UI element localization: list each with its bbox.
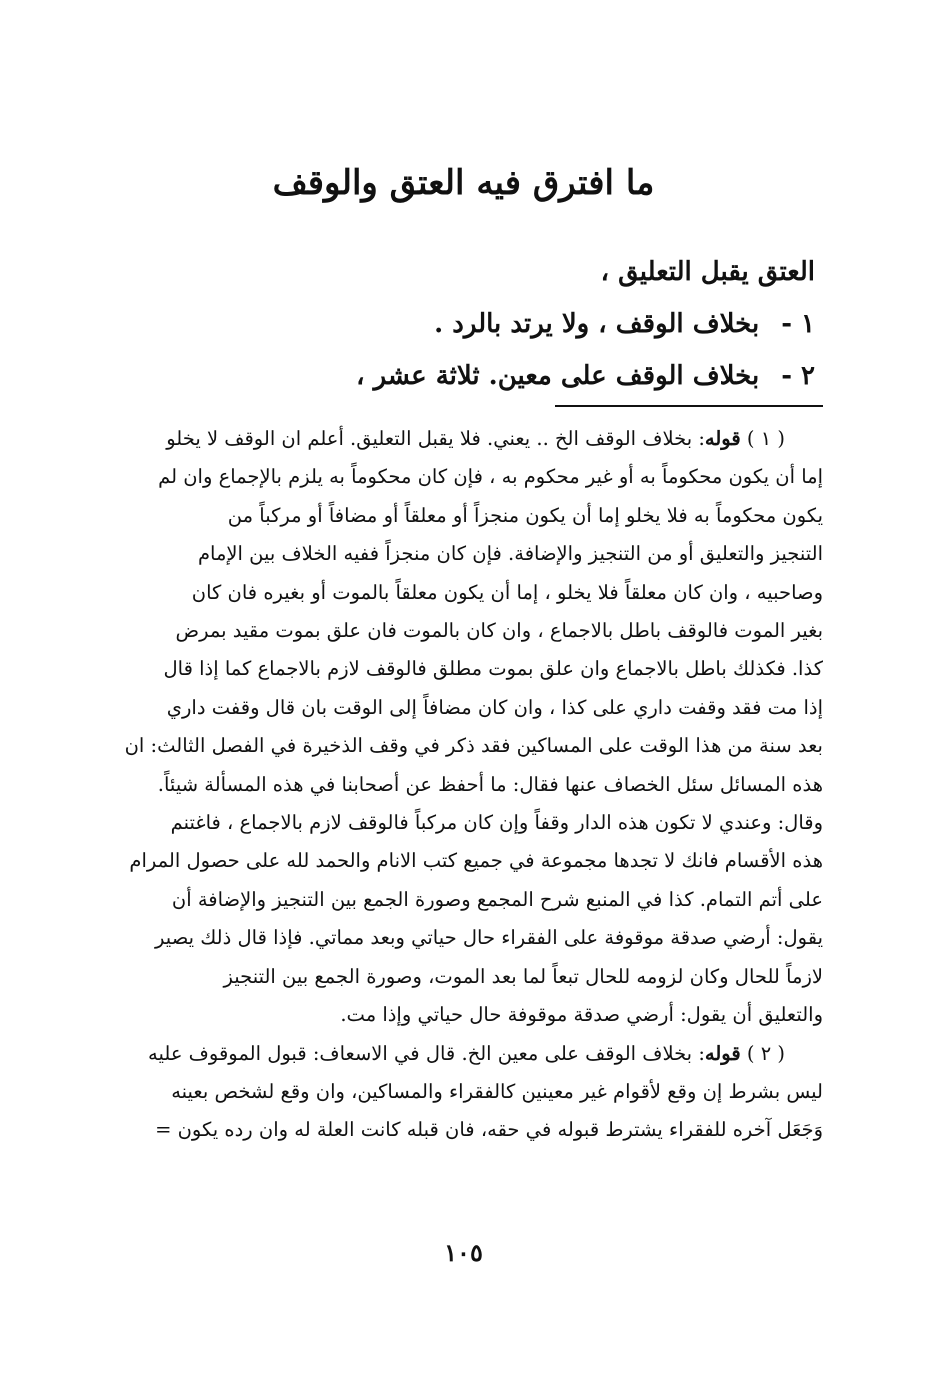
- footnote-separator: [555, 405, 823, 407]
- footnote-line: وقال: وعندي لا تكون هذه الدار وقفاً وإن كان مركباً فالوقف لازم بالاجماع ، فاغتنم: [170, 811, 823, 835]
- footnote-line: ليس بشرط إن وقع لأقوام غير معينين كالفقراء والمساكين، وان وقع لشخص بعينه: [171, 1079, 823, 1103]
- footnote-line: يقول: أرضي صدقة موقوفة على الفقراء حال حياتي وبعد مماتي. فإذا قال ذلك يصير: [155, 926, 823, 950]
- footnote-text: : بخلاف الوقف على معين الخ. قال في الاسعاف: قبول الموقوف عليه: [148, 1041, 705, 1065]
- footnote-line: لازماً للحال وكان لزومه للحال تبعاً لما بعد الموت، وصورة الجمع بين التنجيز: [223, 964, 823, 988]
- page-number: ١٠٥: [444, 1238, 483, 1267]
- item-text: بخلاف الوقف ، ولا يرتد بالرد .: [434, 309, 760, 339]
- footnote-line: بغير الموت فالوقف باطل بالاجماع ، وان كان بالموت فان علق بموت مقيد بمرض: [175, 619, 823, 643]
- main-item-2: [115, 350, 815, 402]
- main-intro: العتق يقبل التعليق ،: [600, 257, 815, 287]
- footnote-line: وصاحبيه ، وان كان معلقاً فلا يخلو ، إما أن يكون معلقاً بالموت أو بغيره فان كان: [191, 580, 823, 604]
- footnote-line: وَجَعَل آخره للفقراء يشترط قبوله في حقه، فان قبله كانت العلة له وان رده يكون =: [155, 1118, 823, 1142]
- item-text: بخلاف الوقف على معين. ثلاثة عشر ،: [356, 361, 760, 391]
- footnote-line: إذا مت فقد وقفت داري على كذا ، وان كان مضافاً إلى الوقت بان قال وقفت داري: [166, 695, 823, 719]
- item-number: ٢ -: [781, 361, 815, 391]
- footnote-marker: ( ١ ): [746, 427, 785, 450]
- footnote-line: على أتم التمام. كذا في المنبع شرح المجمع وصورة الجمع بين التنجيز والإضافة أن: [171, 887, 823, 911]
- footnote-line: هذه المسائل سئل الخصاف عنها فقال: ما أحفظ عن أصحابنا في هذه المسألة شيئاً.: [157, 772, 823, 796]
- footnote-head: قوله: [704, 1041, 741, 1065]
- chapter-title: ما افترق فيه العتق والوقف: [272, 162, 655, 203]
- footnote-line: إما أن يكون محكوماً به أو غير محكوم به ، فإن كان محكوماً به يلزم بالإجماع وان لم: [158, 465, 823, 489]
- footnote-line: بعد سنة من هذا الوقت على المساكين فقد ذكر في وقف الذخيرة في الفصل الثالث: ان: [124, 734, 823, 758]
- footnote-line: هذه الأقسام فانك لا تجدها مجموعة في جميع كتب الانام والحمد لله على حصول المرام: [129, 849, 823, 873]
- footnote-1-line: [103, 420, 823, 458]
- main-text: [115, 246, 815, 402]
- footnote-2-line: [103, 1035, 823, 1073]
- footnote-line: كذا. فكذلك باطل بالاجماع وان علق بموت مطلق فالوقف لازم بالاجماع كما إذا قال: [163, 657, 823, 681]
- footnote-text: : بخلاف الوقف الخ .. يعني. فلا يقبل التعليق. أعلم ان الوقف لا يخلو: [166, 427, 705, 450]
- footnote-head: قوله: [704, 427, 741, 450]
- footnotes: [103, 420, 823, 1150]
- main-item-1: [115, 298, 815, 350]
- footnote-line: يكون محكوماً به فلا يخلو إما أن يكون منجزاً أو معلقاً أو مضافاً أو مركباً من: [227, 503, 823, 527]
- footnote-marker: ( ٢ ): [746, 1041, 785, 1065]
- footnote-line: التنجيز والتعليق أو من التنجيز والإضافة. فإن كان منجزاً ففيه الخلاف بين الإمام: [197, 542, 823, 566]
- footnote-line: والتعليق أن يقول: أرضي صدقة موقوفة حال حياتي وإذا مت.: [340, 1003, 823, 1027]
- item-number: ١ -: [781, 309, 815, 339]
